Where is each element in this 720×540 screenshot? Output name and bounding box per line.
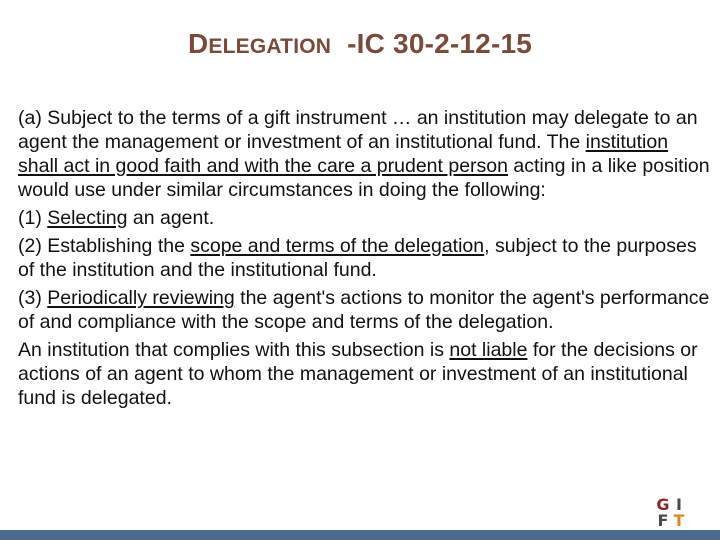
logo-letter-f: F [657, 511, 669, 530]
paragraph-2 [18, 234, 712, 282]
footer-bar [0, 530, 720, 540]
title-code: -IC 30-2-12-15 [347, 28, 533, 59]
text-segment: (1) [18, 207, 48, 229]
text-segment: , subject to the purposes of the institution and the institutional fund. [18, 235, 697, 281]
underlined-phrase: Selecting [47, 207, 128, 229]
logo-letter-g: G [656, 495, 670, 514]
text-segment: the agent's actions to monitor the agent's performance of and compliance with the scope and terms of the delegation. [18, 287, 710, 333]
text-segment: (a) Subject to the terms of a gift instrument … an institution may delegate to an agent the management or investment of an institutional fund. The [18, 107, 698, 153]
underlined-phrase: not liable [449, 339, 528, 361]
text-segment: for the decisions or actions of an agent to whom the management or investment of an institutional fund is delegated. [18, 339, 698, 409]
paragraph-conclusion [18, 338, 712, 410]
gift-logo [655, 497, 687, 529]
text-segment: (3) [18, 287, 48, 309]
underlined-phrase: institution shall act in good faith and with the care a prudent person [18, 131, 669, 177]
text-segment: An institution that complies with this subsection is [18, 339, 450, 361]
logo-letter-i: I [676, 495, 682, 514]
title-word: ELEGATION [208, 35, 332, 58]
paragraph-1 [18, 206, 712, 230]
paragraph-3 [18, 286, 712, 334]
title-initial: D [187, 28, 209, 59]
slide-title [0, 28, 720, 60]
underlined-phrase: Periodically reviewing [47, 287, 235, 309]
underlined-phrase: scope and terms of the delegation [190, 235, 485, 257]
text-segment: acting in a like position would use under similar circumstances in doing the following: [18, 155, 710, 201]
statute-text [18, 106, 712, 414]
text-segment: an agent. [127, 207, 215, 229]
text-segment: (2) Establishing the [18, 235, 191, 257]
logo-letter-t: T [673, 511, 685, 530]
paragraph-a [18, 106, 712, 202]
